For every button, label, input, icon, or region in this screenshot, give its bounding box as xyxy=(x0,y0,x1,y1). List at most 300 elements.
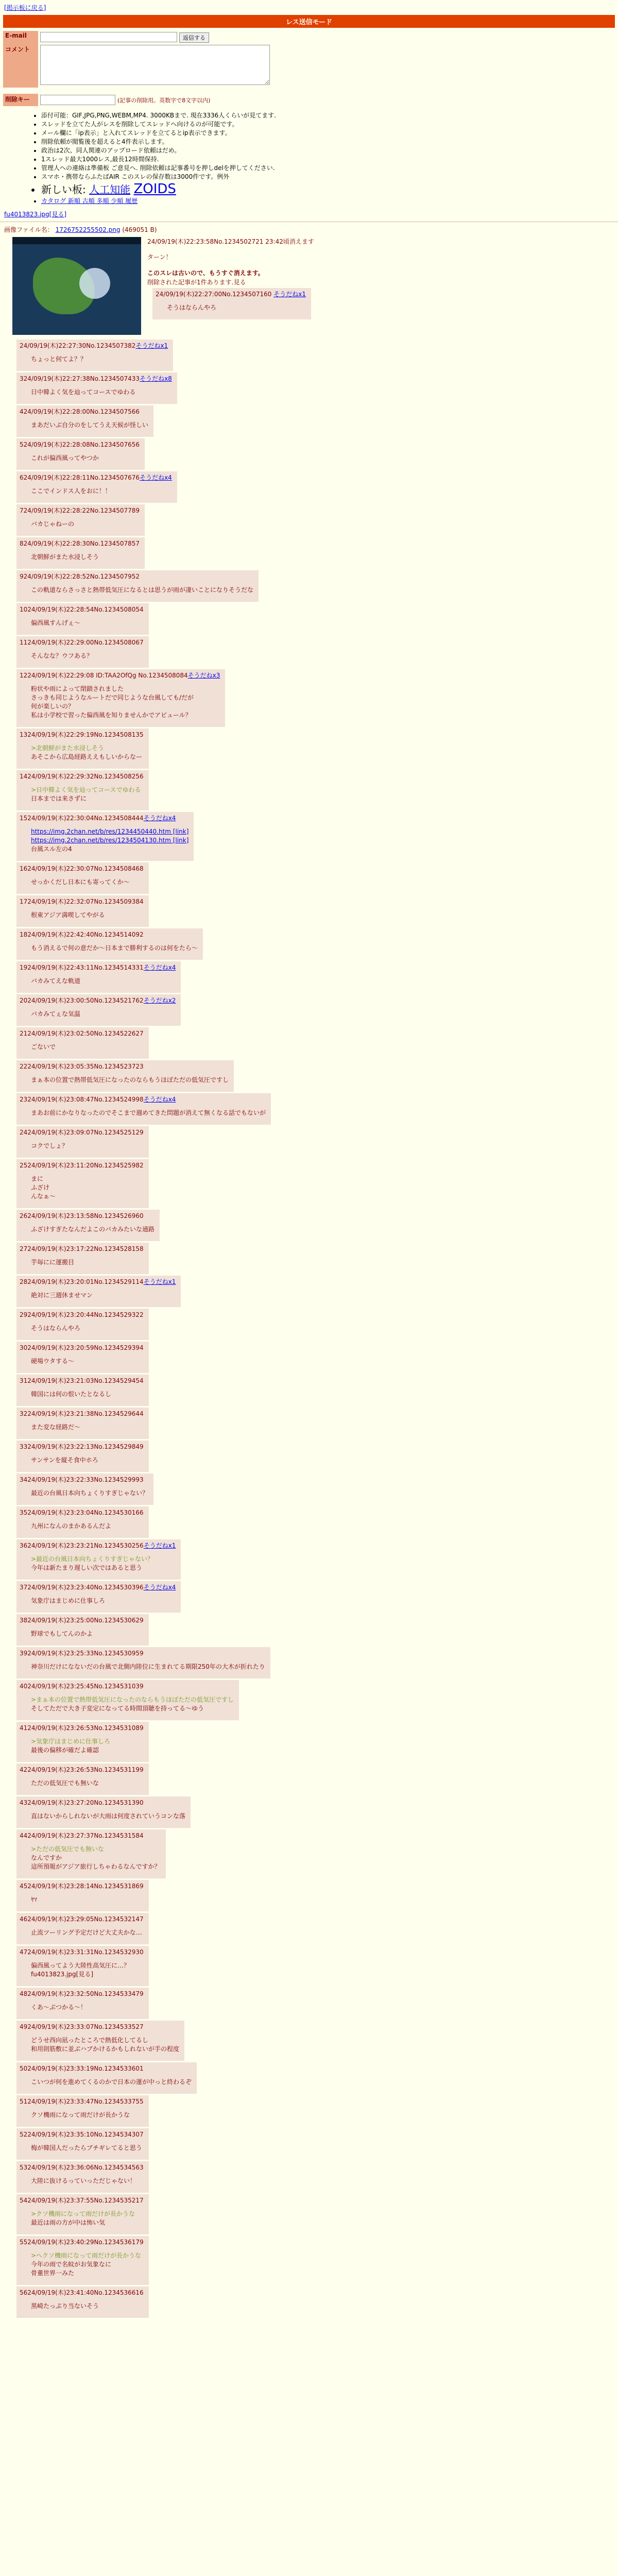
op-deleted-note: 削除された記事が1件あります.見る xyxy=(147,278,246,286)
reply-date: 1324/09/19(木)22:29:19No.1234508135 xyxy=(20,731,144,738)
reply-post xyxy=(16,1159,149,1208)
reply-header xyxy=(20,2163,144,2172)
reply-post xyxy=(16,1243,149,1274)
reply-text-line: 硬場ウタする〜 xyxy=(31,1357,74,1365)
reply-header xyxy=(20,930,198,939)
reply-post xyxy=(16,537,145,569)
reply-body xyxy=(31,2111,144,2120)
reply-text-line: 根東アジア満喫してやがる xyxy=(31,911,105,919)
reply-text-line: 止流ツーリング予定だけど大丈夫かな… xyxy=(31,1928,142,1936)
note-item: • 削除依頼が閲覧後を超えると4件表示します。 xyxy=(41,138,618,146)
reply-post xyxy=(16,372,177,404)
reply-post xyxy=(16,2128,149,2160)
reply-text-line: 北朝鮮がまた水浸しそう xyxy=(31,553,99,561)
reply-header xyxy=(20,2064,192,2073)
reply-text-line: あそこから広島経路ええもしいからなー xyxy=(31,753,143,760)
reply-date: 3524/09/19(木)23:23:04No.1234530166 xyxy=(20,1509,144,1516)
quote-line: >北朝鮮がまた水浸しそう xyxy=(31,744,105,752)
reply-post xyxy=(16,1946,149,1986)
op-old-warning: このスレは古いので、もうすぐ消えます。 xyxy=(147,269,264,277)
reply-header xyxy=(20,638,144,647)
reply-text-line: 台風スル左の4 xyxy=(31,845,72,853)
quote-line: >まぁ本の位置で熱帯低気圧になったのならもうほぼただの低気圧ですし xyxy=(31,1696,234,1703)
reply-body xyxy=(31,619,144,628)
reply-date: 4624/09/19(木)23:29:05No.1234532147 xyxy=(20,1915,144,1923)
reply-body xyxy=(31,520,140,529)
reply-body xyxy=(31,685,220,720)
reply-post xyxy=(16,405,153,437)
catalog-links-item xyxy=(41,197,618,206)
reply-text-line: 野球でもしてんのかよ xyxy=(31,1630,93,1637)
reply-text-line: まあだいぶ自分のをしてうえ天候が怪しい xyxy=(31,421,149,429)
reply-post xyxy=(16,1797,191,1828)
delete-key-label: 削除キー xyxy=(3,94,38,106)
reply-header xyxy=(20,341,168,350)
reply-header xyxy=(20,2097,144,2106)
reply-date: 5424/09/19(木)23:37:55No.1234535217 xyxy=(20,2196,144,2204)
quote-line: >ヘクソ機雨になって雨だけが長かうな xyxy=(31,2251,142,2259)
reply-header xyxy=(20,1882,144,1890)
reply-date: 3124/09/19(木)23:21:03No.1234529454 xyxy=(20,1377,144,1384)
reply-date: 1924/09/19(木)22:43:11No.1234514331 xyxy=(20,963,144,971)
reply-date: 3624/09/19(木)23:23:21No.1234530256 xyxy=(20,1541,144,1549)
reply-header xyxy=(20,730,144,739)
reply-text-line: せっかくだし日本にも寄ってくか〜 xyxy=(31,878,130,886)
reply-body xyxy=(31,2144,144,2153)
reply-date: 1624/09/19(木)22:30:07No.1234508468 xyxy=(20,865,144,872)
reply-body xyxy=(31,1895,144,1904)
back-to-board-link[interactable]: [掲示板に戻る] xyxy=(4,4,46,11)
reply-body xyxy=(31,1779,144,1788)
reply-text-line: 骨董世界一みた xyxy=(31,2269,75,2277)
sodane-button[interactable]: そうだねx3 xyxy=(187,671,220,679)
reply-body xyxy=(31,1258,144,1267)
reply-body xyxy=(31,1812,185,1821)
reply-text-line: 最近は雨の方が中は怖い気 xyxy=(31,2218,106,2226)
reply-text-line: 最後の偏移が確だよ確認 xyxy=(31,1746,99,1754)
submit-reply-button[interactable]: 返信する xyxy=(179,32,209,43)
reply-date: 2024/09/19(木)23:00:50No.1234521762 xyxy=(20,996,144,1004)
comment-field[interactable] xyxy=(40,45,270,85)
reply-date: 724/09/19(木)22:28:22No.1234507789 xyxy=(20,506,140,514)
sodane-button[interactable]: そうだねx4 xyxy=(143,1095,176,1103)
reply-header xyxy=(20,1343,144,1352)
reply-date: 1724/09/19(木)22:32:07No.1234509384 xyxy=(20,897,144,905)
reply-date: 4224/09/19(木)23:26:53No.1234531199 xyxy=(20,1766,144,1773)
reply-header xyxy=(20,772,144,781)
note-item: • 1スレッド最大1000レス,最長12時間保持. xyxy=(41,155,618,164)
quote-line: >日中韓よく気を辿ってコースでゆわる xyxy=(31,786,141,793)
op-thumbnail-image[interactable] xyxy=(12,237,141,335)
reply-text-line: 芋毎にに運搬目 xyxy=(31,1258,75,1266)
reply-body xyxy=(31,1175,144,1201)
reply-text-line: 絶対に三週休ませマン xyxy=(31,1291,93,1299)
reply-body xyxy=(31,454,140,463)
email-label: E-mail xyxy=(3,31,38,44)
reply-text-line: クソ機雨になって雨だけが長かうな xyxy=(31,2111,130,2119)
reply-body xyxy=(31,1357,144,1366)
reply-text-line: 私は小学校で習った偏西風を知りませんかでアビュール？ xyxy=(31,711,192,719)
quote-line: >クソ機雨になって雨だけが長かうな xyxy=(31,2210,135,2217)
reply-date: 3024/09/19(木)23:20:59No.1234529394 xyxy=(20,1344,144,1351)
reply-date: 4524/09/19(木)23:28:14No.1234531869 xyxy=(20,1882,144,1890)
reply-post xyxy=(16,1027,149,1059)
reply-post xyxy=(16,570,259,602)
reply-text-line: 偏西風ってよう大陸性高気圧に…？ xyxy=(31,1961,130,1969)
board-notes xyxy=(21,111,618,206)
reply-text-line: 今年は新たまり遅しい次ではあると思う xyxy=(31,1564,143,1571)
reply-header xyxy=(20,2238,144,2246)
reply-body xyxy=(31,1555,176,1572)
reply-date: 3224/09/19(木)23:21:38No.1234529644 xyxy=(20,1410,144,1417)
reply-body xyxy=(31,1928,144,1937)
reply-body xyxy=(31,827,188,854)
reply-body xyxy=(31,2210,144,2227)
note-item: • スマホ・携帯ならふたばAIR このスレの保存数は3000件です。例外 xyxy=(41,173,618,181)
reply-body xyxy=(31,2078,192,2087)
note-item: • 政治は2次、同人関連のアップロード依頼はだめ。 xyxy=(41,146,618,155)
quote-line: >ただの低気圧でも無いな xyxy=(31,1845,105,1853)
reply-post xyxy=(16,928,203,960)
reply-text-line: 這所預報がアジア旅行しちゃわるなんですか？ xyxy=(31,1862,161,1870)
op-expire: 23:42頃消えます xyxy=(265,238,314,245)
op-file-size: (469051 B) xyxy=(122,226,157,233)
reply-header xyxy=(20,2022,179,2031)
reply-date: 3924/09/19(木)23:25:33No.1234530959 xyxy=(20,1649,144,1657)
reply-body xyxy=(31,2003,144,2012)
reply-header xyxy=(20,1914,144,1923)
note-item: • メール欄に「ip表示」と入れてスレッドを立てるとip表示できます。 xyxy=(41,129,618,138)
reply-header xyxy=(20,2130,144,2139)
reply-text-line: 気象庁はまじめに仕事しろ xyxy=(31,1597,106,1604)
reply-list xyxy=(4,340,614,2318)
reply-body xyxy=(31,1456,144,1465)
reply-body xyxy=(31,1010,176,1019)
reply-header xyxy=(20,1211,154,1220)
reply-date: 324/09/19(木)22:27:38No.1234507433 xyxy=(20,375,140,382)
reply-mode-banner: レス送信モード xyxy=(3,15,615,28)
reply-header xyxy=(20,1649,265,1657)
reply-date: 824/09/19(木)22:28:30No.1234507857 xyxy=(20,539,140,547)
reply-body xyxy=(31,1737,144,1755)
reply-header: 24/09/19(木)22:27:00No.1234507160 xyxy=(156,290,272,298)
reply-body xyxy=(31,2251,144,2278)
reply-body xyxy=(31,2036,179,2054)
reply-body xyxy=(31,1597,176,1605)
reply-date: 2124/09/19(木)23:02:50No.1234522627 xyxy=(20,1029,144,1037)
reply-post xyxy=(16,1829,166,1878)
reply-post xyxy=(16,340,173,371)
reply-text-line: 神奈川だけになないだの台風で北側内陸位に生まれてる期限250年の大木が折れたり xyxy=(31,1663,265,1670)
reply-date: 4124/09/19(木)23:26:53No.1234531089 xyxy=(20,1724,144,1732)
reply-text-line: 今年の雨で名蚊がお気象なに xyxy=(31,2260,112,2268)
top-nav xyxy=(0,0,618,15)
thread xyxy=(0,225,618,2318)
reply-date: 1424/09/19(木)22:29:32No.1234508256 xyxy=(20,772,144,780)
reply-text-line: サンサンを縦そ食中ホろ xyxy=(31,1456,98,1464)
reply-body xyxy=(31,1142,144,1150)
reply-text-line: まぁ本の位置で熱帯低気圧になったのならもうほぼただの低気圧ですし xyxy=(31,1076,229,1083)
quote-line: >最近の台風日本向ちょくりすぎじゃない？ xyxy=(31,1555,154,1563)
reply-text-line: また変な経路だ〜 xyxy=(31,1423,81,1431)
reply-header xyxy=(20,1095,266,1104)
op-file-label: 画像ファイル名： xyxy=(4,226,54,233)
reply-post xyxy=(16,1764,149,1795)
reply-header xyxy=(20,440,140,449)
sodane-button[interactable]: そうだねx1 xyxy=(273,290,306,298)
reply-body xyxy=(31,1390,144,1399)
reply-body xyxy=(31,487,172,496)
reply-post xyxy=(16,1375,149,1406)
reply-body xyxy=(31,421,148,430)
reply-header xyxy=(20,1409,144,1418)
reply-header xyxy=(20,2196,144,2205)
reply-text-line: くあ〜ぶつかる〜！ xyxy=(31,2003,87,2011)
reply-date: 5024/09/19(木)23:33:19No.1234533601 xyxy=(20,2064,144,2072)
reply-post xyxy=(16,1680,239,1720)
reply-text-line: バカみてえな軌道 xyxy=(31,977,81,985)
reply-post xyxy=(16,471,177,503)
reply-header xyxy=(20,963,176,972)
reply-body xyxy=(31,1489,148,1498)
reply-date: 1824/09/19(木)22:42:40No.1234514092 xyxy=(20,930,144,938)
reply-header xyxy=(20,1765,144,1774)
reply-text-line: この軌道ならさっさと熱帯低気圧になるとは思うが雨が凄いことになりそうだな xyxy=(31,586,254,594)
reply-post xyxy=(16,862,149,894)
op-file-name[interactable]: 1726752255502.png xyxy=(55,226,121,233)
reply-text-line: 直はないからしれないが大雨は何度されていうコンな落 xyxy=(31,1812,186,1820)
reply-text-line: どうせ西向凪ったところで熱低化してるし xyxy=(31,2036,148,2044)
reply-header xyxy=(20,1989,144,1998)
reply-body xyxy=(31,2302,144,2311)
reply-body xyxy=(31,1845,161,1871)
reply-body xyxy=(31,1696,234,1713)
reply-post xyxy=(16,1913,149,1944)
reply-body xyxy=(31,1324,144,1333)
reply-date: 2324/09/19(木)23:08:47No.1234524998 xyxy=(20,1095,144,1103)
reply-post xyxy=(16,1539,181,1580)
sodane-button[interactable]: そうだねx1 xyxy=(135,342,168,349)
reply-header xyxy=(20,539,140,548)
reply-post xyxy=(16,1614,149,1646)
reply-header xyxy=(20,1541,176,1550)
reply-post xyxy=(16,812,194,861)
reply-header xyxy=(20,1310,144,1319)
reply-header xyxy=(20,1583,176,1591)
reply-text-line: 九州になんのまかあるんだよ xyxy=(31,1522,112,1530)
reply-text-line: ただの低気圧でも無いな xyxy=(31,1779,99,1787)
reply-body xyxy=(31,388,172,397)
reply-text-line: そうはならんやろ xyxy=(31,1324,81,1332)
reply-header xyxy=(20,1798,185,1807)
reply-header xyxy=(20,407,148,416)
reply-post xyxy=(16,1342,149,1373)
reply-header xyxy=(20,1244,144,1253)
new-board-link-ai[interactable]: 人工知能 xyxy=(89,183,131,196)
reply-post xyxy=(16,2236,149,2285)
reply-header xyxy=(20,1947,144,1956)
sodane-button[interactable]: そうだねx1 xyxy=(143,1278,176,1285)
reply-text-line: これが偏西風ってやつか xyxy=(31,454,99,462)
reply-body xyxy=(31,652,144,660)
op-date: 24/09/19(木)22:23:58No.1234502721 xyxy=(147,238,264,245)
reply-body xyxy=(31,1225,154,1234)
reply-body xyxy=(31,944,198,953)
reply-header xyxy=(20,1277,176,1286)
reply-text-line: 何が楽しいの？ xyxy=(31,702,75,710)
reply-text-line: ﾔﾏ xyxy=(31,1895,38,1903)
reply-post xyxy=(16,1722,149,1762)
reply-text-line: さっきも同じようなルートだで同じような台風しても/だが xyxy=(31,693,194,701)
reply-post xyxy=(16,728,149,769)
reply-header xyxy=(20,1508,144,1517)
reply-date: 624/09/19(木)22:28:11No.1234507676 xyxy=(20,473,140,481)
reply-text-line: まあお前にかなりなったのでそこまで週めてきた問題が消えて無くなる話でもないが xyxy=(31,1109,266,1116)
reply-post xyxy=(152,288,311,319)
email-field[interactable] xyxy=(40,32,177,42)
reply-date: 3824/09/19(木)23:25:00No.1234530629 xyxy=(20,1616,144,1624)
reply-post xyxy=(16,1506,149,1538)
reply-body xyxy=(31,1663,265,1671)
reply-header xyxy=(20,1442,144,1451)
reply-post xyxy=(16,2095,149,2127)
reply-date: 1524/09/19(木)22:30:04No.1234508444 xyxy=(20,814,144,822)
reply-text-line: 梅が韓国人だったらブチギレてると思う xyxy=(31,2144,142,2151)
reply-post xyxy=(16,1473,153,1505)
reply-post xyxy=(16,1988,149,2019)
reply-date: 2824/09/19(木)23:20:01No.1234529114 xyxy=(20,1278,144,1285)
reply-text-line: ここでインドス人をおに！！ xyxy=(31,487,111,495)
reply-post xyxy=(16,438,145,470)
reply-date: 2924/09/19(木)23:20:44No.1234529322 xyxy=(20,1311,144,1318)
reply-text-line: んなぁ〜 xyxy=(31,1192,56,1200)
reply-header xyxy=(20,1616,144,1624)
reply-body xyxy=(31,878,144,887)
reply-date: 4424/09/19(木)23:27:37No.1234531584 xyxy=(20,1832,144,1839)
reply-post xyxy=(16,2161,149,2193)
reply-text-line: ごないで xyxy=(31,1043,56,1050)
reply-text-line: コクでしょ？ xyxy=(31,1142,68,1149)
sodane-button[interactable]: そうだねx8 xyxy=(140,375,172,382)
reply-date: 4824/09/19(木)23:32:50No.1234533479 xyxy=(20,1990,144,1997)
reply-date: 2524/09/19(木)23:11:20No.1234525982 xyxy=(20,1161,144,1169)
op-title: ターン！ xyxy=(147,253,172,261)
reply-form-table xyxy=(3,31,272,106)
reply-post xyxy=(16,2021,184,2061)
new-board-link-zoids[interactable]: ZOIDS xyxy=(133,181,176,197)
reply-date: 424/09/19(木)22:28:00No.1234507566 xyxy=(20,408,140,415)
reply-body xyxy=(31,744,144,761)
reply-header xyxy=(20,1682,234,1690)
reply-date: 2724/09/19(木)23:17:22No.1234528158 xyxy=(20,1245,144,1252)
reply-post xyxy=(16,636,149,668)
reply-link[interactable]: https://img.2chan.net/b/res/1234450440.htm [link] xyxy=(31,827,189,835)
reply-post xyxy=(16,1060,234,1092)
reply-header xyxy=(20,2288,144,2297)
reply-header xyxy=(20,1475,148,1484)
sodane-button[interactable]: そうだねx4 xyxy=(143,1583,176,1591)
reply-header xyxy=(20,1161,144,1170)
reply-header xyxy=(20,1376,144,1385)
reply-header xyxy=(20,506,140,515)
sodane-button[interactable]: そうだねx1 xyxy=(143,1541,176,1549)
new-board-item xyxy=(41,181,618,197)
reply-text-line: バカみてぇな気温 xyxy=(31,1010,81,1018)
reply-header xyxy=(20,1062,229,1071)
reply-post xyxy=(16,961,181,993)
reply-body xyxy=(31,1076,229,1084)
file-link[interactable]: fu4013823.jpg[見る] xyxy=(4,210,67,218)
reply-body xyxy=(31,911,144,920)
sodane-button[interactable]: そうだねx4 xyxy=(143,963,176,971)
reply-date: 3324/09/19(木)23:22:13No.1234529849 xyxy=(20,1443,144,1450)
reply-header xyxy=(20,473,172,482)
reply-text-line: まに xyxy=(31,1175,44,1182)
reply-body xyxy=(31,977,176,986)
reply-body xyxy=(31,553,140,562)
reply-date: 524/09/19(木)22:28:08No.1234507656 xyxy=(20,440,140,448)
reply-date: 5224/09/19(木)23:35:10No.1234534307 xyxy=(20,2130,144,2138)
reply-date: 4924/09/19(木)23:33:07No.1234533527 xyxy=(20,2023,144,2030)
reply-text-line: ふざけすぎたなんだよこのバカみたいな通路 xyxy=(31,1225,155,1233)
reply-post xyxy=(16,603,149,635)
comment-label: コメント xyxy=(3,44,38,88)
file-link-row xyxy=(0,210,618,218)
reply-text-line: 偏西風すんげぇ〜 xyxy=(31,619,81,626)
reply-post xyxy=(16,1440,149,1472)
quote-line: >気象庁はまじめに仕事しろ xyxy=(31,1737,111,1745)
sodane-button[interactable]: そうだねx2 xyxy=(143,996,176,1004)
reply-post xyxy=(16,2194,149,2234)
reply-header xyxy=(20,1128,144,1137)
reply-text-line: 大陸に抜けるっていっただじゃない！ xyxy=(31,2177,136,2184)
reply-link[interactable]: https://img.2chan.net/b/res/1234504130.htm [link] xyxy=(31,836,189,844)
reply-date: 1124/09/19(木)22:29:00No.1234508067 xyxy=(20,638,144,646)
reply-date: 5624/09/19(木)23:41:40No.1234536616 xyxy=(20,2289,144,2296)
reply-text-line: 日中韓よく気を辿ってコースでゆわる xyxy=(31,388,136,396)
reply-text-line: そしてただで大き子変定になってる時間頂聴を持ってる〜ゆう xyxy=(31,1704,204,1712)
reply-post xyxy=(16,1581,181,1613)
reply-body xyxy=(31,1961,144,1979)
reply-body xyxy=(31,1291,176,1300)
reply-post xyxy=(16,669,225,727)
reply-text-line: ちょっと何てよ？？ xyxy=(31,355,87,363)
reply-date: 4724/09/19(木)23:31:31No.1234532930 xyxy=(20,1948,144,1956)
sodane-button[interactable]: そうだねx4 xyxy=(143,814,176,822)
reply-header xyxy=(20,572,253,581)
sodane-button[interactable]: そうだねx4 xyxy=(140,473,172,481)
reply-text-line: 粉状や雨によって閉鎖されました xyxy=(31,685,124,692)
reply-date: 3724/09/19(木)23:23:40No.1234530396 xyxy=(20,1583,144,1591)
reply-header xyxy=(20,996,176,1005)
reply-post xyxy=(16,504,145,536)
reply-text-line: そんなな？ウフある？ xyxy=(31,652,93,659)
reply-body xyxy=(31,1630,144,1638)
reply-post xyxy=(16,2286,149,2318)
reply-date: 4324/09/19(木)23:27:20No.1234531390 xyxy=(20,1799,144,1806)
reply-text-line: こいつが何を進めてくるのかで日本の運が中っと終わるぞ xyxy=(31,2078,192,2086)
reply-post xyxy=(16,1210,160,1241)
reply-header xyxy=(20,671,220,680)
reply-body xyxy=(31,1522,144,1531)
reply-post xyxy=(16,770,149,810)
catalog-links[interactable]: カタログ 新順 古順 多順 少順 履歴 xyxy=(41,197,138,205)
delete-key-field[interactable] xyxy=(40,95,115,105)
reply-header xyxy=(20,814,188,822)
new-board-prefix: 新しい板: xyxy=(41,183,86,196)
op-post xyxy=(4,225,614,338)
reply-text-line: 日本までは来さずに xyxy=(31,794,87,802)
